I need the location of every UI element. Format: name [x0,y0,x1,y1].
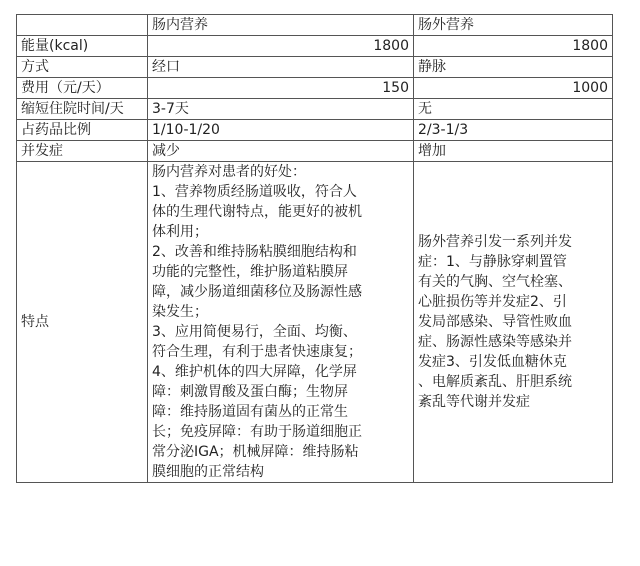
parenteral-value: 1000 [414,78,613,99]
parenteral-value: 1800 [414,36,613,57]
text-line: 常分泌IGA；机械屏障：维持肠粘 [152,444,359,460]
text-line: 症、肠源性感染等感染并 [418,334,572,350]
text-line: 长；免疫屏障：有助于肠道细胞正 [152,424,362,440]
text-line: 3、应用简便易行，全面、均衡、 [152,324,357,340]
text-line: 1、营养物质经肠道吸收，符合人 [152,184,357,200]
row-label: 方式 [17,57,148,78]
text-line: 症：1、与静脉穿刺置管 [418,254,567,270]
header-cell-enteral: 肠内营养 [148,15,414,36]
text-line: 膜细胞的正常结构 [152,464,264,480]
text-line: 肠内营养对患者的好处： [152,164,306,180]
table-row [17,99,613,120]
text-line: 功能的完整性，维护肠道粘膜屏 [152,264,348,280]
table-row [17,141,613,162]
enteral-value: 1800 [148,36,414,57]
row-label: 能量(kcal) [17,36,148,57]
text-line: 心脏损伤等并发症2、引 [418,294,567,310]
parenteral-value: 静脉 [414,57,613,78]
text-line: 肠外营养引发一系列并发 [418,234,572,250]
enteral-value: 150 [148,78,414,99]
text-line: 发症3、引发低血糖休克 [418,354,567,370]
text-line: 紊乱等代谢并发症 [418,394,530,410]
row-label: 并发症 [17,141,148,162]
parenteral-value: 2/3-1/3 [414,120,613,141]
table-row [17,57,613,78]
text-line: 障：刺激胃酸及蛋白酶；生物屏 [152,384,348,400]
text-line: 4、维护机体的四大屏障，化学屏 [152,364,357,380]
enteral-value: 经口 [148,57,414,78]
text-line: 发局部感染、导管性败血 [418,314,572,330]
text-line: 障：维持肠道固有菌丛的正常生 [152,404,348,420]
enteral-value: 减少 [148,141,414,162]
table-row [17,120,613,141]
table-row [17,78,613,99]
row-label: 占药品比例 [17,120,148,141]
row-label: 缩短住院时间/天 [17,99,148,120]
header-cell-empty [17,15,148,36]
parenteral-value: 无 [414,99,613,120]
text-line: 有关的气胸、空气栓塞、 [418,274,572,290]
text-line: 体的生理代谢特点，能更好的被机 [152,204,362,220]
row-label: 特点 [17,162,148,483]
text-line: 2、改善和维持肠粘膜细胞结构和 [152,244,357,260]
features-row [17,162,613,483]
text-line: 障，减少肠道细菌移位及肠源性感 [152,284,362,300]
enteral-features [148,162,414,483]
text-line: 体利用； [152,224,208,240]
enteral-value: 3-7天 [148,99,414,120]
parenteral-features [414,162,613,483]
table-row [17,36,613,57]
text-line: 符合生理，有利于患者快速康复； [152,344,362,360]
row-label: 费用（元/天） [17,78,148,99]
text-line: 染发生； [152,304,208,320]
comparison-table [16,14,613,483]
header-cell-parenteral: 肠外营养 [414,15,613,36]
parenteral-value: 增加 [414,141,613,162]
text-line: 、电解质紊乱、肝胆系统 [418,374,572,390]
table-header-row [17,15,613,36]
enteral-value: 1/10-1/20 [148,120,414,141]
